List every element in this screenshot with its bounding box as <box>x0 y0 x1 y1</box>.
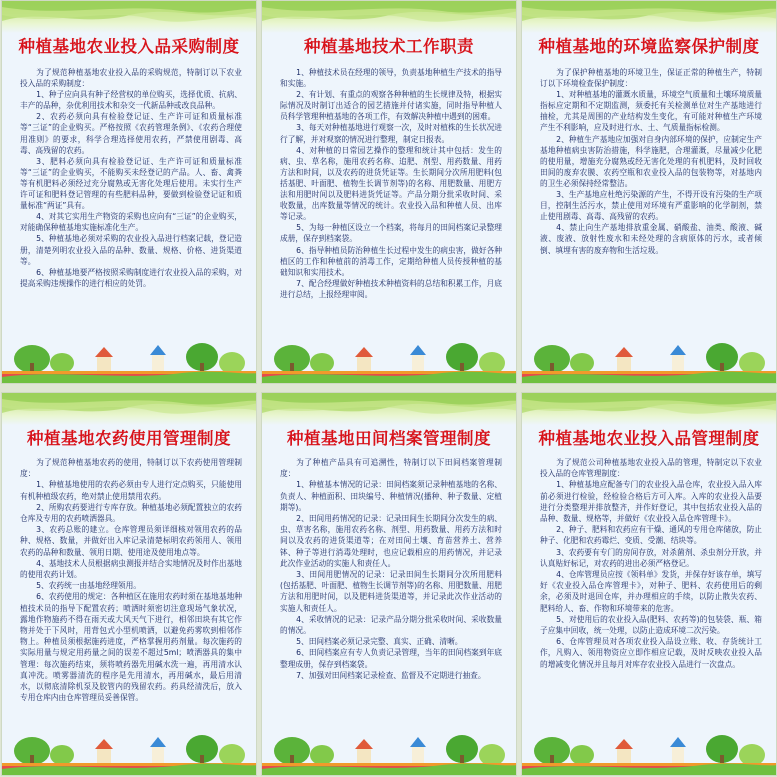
poster-body <box>280 457 502 681</box>
paragraph: 5、为每一种植区设立一个档案，将每月的田间档案记录整理成册，保存到档案袋。 <box>280 223 502 244</box>
landscape-decoration <box>522 333 776 383</box>
poster-body <box>540 457 762 670</box>
paragraph: 为了保护种植基地的环境卫生，保证正常的种植生产，特制订以下环境检查保护制度： <box>540 68 762 89</box>
paragraph: 6、农药使用的规定：各种植区在施用农药时须在基地基地种植技术员的指导下配置农药；喷洒时须密切注意现场气象状况，露地作物施药不得在雨天或大风天气下进行，相邻田块有其它作物并处于下风时，用背包式小型机喷洒，以避免药雾吹到相邻作物上。种植员须根据施药进度，严格掌握用药剂量。每次施药的实际用量与规定用药量之间的误差不超过5ml；喷洒器具的集中管理：每次施药结束，须将喷药器先用碱水洗一遍，再用清水认真冲洗。喷雾器清洗的程序是先用清水，再用碱水，最后用清水，以彻底清除机泵及胶管内的残留农药。药具经清洗后，放入专用仓库内由仓库管理员妥善保管。 <box>20 592 242 703</box>
paragraph: 4、对种植的日常园艺操作的整理和统计其中包括：发生的病、虫、草名称，施用农药名称、追肥、剂型、用药数量、用药方法和时间，以及农药的进货凭证等。生长期间分次所用肥料(包括基肥、叶面肥、植物生长调节剂等)的名称、用肥数量、用肥方法和用肥时间以及肥料进货凭证等。产品分期分批采收时间、采收数量，出库数量等情况的统计。农业投入品和种植人员、出库等记录。 <box>280 145 502 222</box>
paragraph: 2、种植生产基地应加强对自身内部环境的保护，应制定生产基地种植病虫害防治措施，科学施肥，合理灌溉，尽量减少化肥的使用量，增施充分腐熟或经无害化处理的有机肥料，及时回收田间的废弃农膜、农药空瓶和农业投入品的包装物等，对基地内的卫生必须保持经常整洁。 <box>540 134 762 188</box>
paragraph: 2、农药必须向具有检验登记证、生产许可证和质量标准等“三证”的企业购买。严格按照《农药管理条例》、《农药合理使用准则》的要求，科学合理选择使用农药，严禁使用剧毒、高毒、高残留的农药。 <box>20 112 242 155</box>
poster-title: 种植基地农业投入品采购制度 <box>18 37 240 56</box>
paragraph: 7、加强对田间档案记录检查、监督及不定期进行抽查。 <box>296 670 486 680</box>
paragraph: 为了规范公司种植基地农业投入品的管理，特制定以下农业投入品的仓库管理制度： <box>540 458 762 479</box>
paragraph: 4、对其它实用生产物资的采购也应向有“三证”的企业购买，对能确保种植基地实施标准化生产。 <box>20 212 242 233</box>
paragraph: 5、对使用后的农业投入品(肥料、农药等)的包装袋、瓶、箱子应集中回收，统一处理，以防止造成环境二次污染。 <box>540 614 762 636</box>
paragraph: 1、种子应向具有种子经营权的单位购买，选择优质、抗病、丰产的品种，杂优利用技术和杂交一代新品种或改良品种。 <box>20 90 242 111</box>
poster-procurement <box>1 0 257 384</box>
poster-title: 种植基地农业投入品管理制度 <box>538 429 760 448</box>
paragraph: 1、对种植基地的灌溉水质量，环境空气质量和土壤环境质量指标应定期和不定期监测，须委托有关检测单位对生产基地进行抽检，尤其是周围的产业结构发生变化，有可能对种植生产环境产生不利影响，应及时进行水、土、气质量指标检测。 <box>540 90 762 133</box>
poster-input-storage <box>521 392 777 776</box>
paragraph: 3、田间用肥情况的记录：记录田间生长期间分次所用肥料(包括基肥、叶面肥、植物生长调节剂等)的名称、用肥数量、用肥方法和用肥时间，以及肥料进货渠道等，并记录此次作业活动的实施人和责任人。 <box>280 570 502 613</box>
sky-banner <box>262 393 516 425</box>
paragraph: 3、农药要有专门的房间存放，对杀菌剂、杀虫剂分开放，并认真贴好标记，对农药的进出必须严格登记。 <box>540 547 762 568</box>
paragraph: 4、采收情况的记录：记录产品分期分批采收时间、采收数量的情况。 <box>280 614 502 636</box>
paragraph: 6、田间档案应有专人负责记录管理，当年的田间档案到年底整理成册，保存到档案袋。 <box>280 648 502 669</box>
poster-title: 种植基地技术工作职责 <box>304 37 474 56</box>
landscape-decoration <box>262 333 516 383</box>
poster-body <box>540 67 762 256</box>
poster-title: 种植基地农药使用管理制度 <box>27 429 231 448</box>
paragraph: 2、田间用药情况的记录：记录田间生长期间分次发生的病、虫、草害名称，施用农药名称、剂型、用药数量、用药方法和时间以及农药的进货渠道等；在对田间土壤、育苗营养土、营养钵、种子等进行消毒处理时，也应记载相应的用药情况，并记录此次作业活动的实施人和责任人。 <box>280 514 502 568</box>
sky-banner <box>522 393 776 425</box>
paragraph: 1、种植基地使用的农药必须由专人进行定点购买，只能使用有机种植级农药，绝对禁止使用禁用农药。 <box>20 480 242 501</box>
sky-banner <box>2 393 256 425</box>
poster-title: 种植基地的环境监察保护制度 <box>538 37 760 56</box>
paragraph: 1、种植基本情况的记录：田间档案须记录种植基地的名称、负责人、种植面积、田块编号、种植情况(播种、种子数量、定植期等)。 <box>280 480 502 512</box>
poster-body <box>20 67 242 289</box>
paragraph: 5、田间档案必须记录完整、真实、正确、清晰。 <box>296 637 463 647</box>
paragraph: 2、有计划、有重点的观察各种种植的生长规律及特，根据实际情况及时制订出适合的园艺措施并付诸实施，同时指导种植人员科学管理种植基地的各项工作，有效解决种植中遇到的困难。 <box>280 90 502 122</box>
landscape-decoration <box>2 333 256 383</box>
paragraph: 2、种子、肥料和农药应有干燥、通风的专用仓库储放，防止种子、化肥和农药霉烂、变质、受潮、结块等。 <box>540 525 762 546</box>
poster-pesticide <box>1 392 257 776</box>
paragraph: 6、种植基地要严格按照采购制度进行农业投入品的采购，对提高采购违规操作的进行相应的处罚。 <box>20 267 242 288</box>
landscape-decoration <box>2 725 256 775</box>
landscape-decoration <box>522 725 776 775</box>
poster-technical-duties <box>261 0 517 384</box>
poster-environment <box>521 0 777 384</box>
paragraph: 3、肥料必须向具有检验登记证、生产许可证和质量标准等“三证”的企业购买，不能购买未经登记的产品。人、畜、禽粪等有机肥料必须经过充分腐熟或无害化处理后使用。未实行生产许可证和肥料登记管理的有些肥料品种，要做到检验登记证和质量标准“两证”具有。 <box>20 156 242 211</box>
sky-banner <box>262 1 516 33</box>
paragraph: 3、每天对种植基地进行观察一次，及时对植株的生长状况进行了解，并对观察的情况进行整理，制定日报表。 <box>280 123 502 144</box>
paragraph: 2、所购农药要进行专库存放。种植基地必须配置独立的农药仓库及专用的农药喷洒器具。 <box>20 502 242 524</box>
paragraph: 4、仓库管理员应按《领料单》发货，并保存好该存单，填写好《农业投入品仓库管理卡》，对种子、肥料、农药使用后的剩余，必须及时退回仓库，并办理相应的手续，以防止散失农药、肥料给人、畜、作物和环境带来的危害。 <box>540 570 762 613</box>
paragraph: 7、配合经理做好种植技术种植资料的总结和积累工作，月底进行总结，上报经理审阅。 <box>280 278 502 299</box>
paragraph: 5、种植基地必须对采购的农业投入品进行档案记载，登记造册，清楚列明农业投入品的品种、数量、规格、价格、进货渠道等。 <box>20 234 242 266</box>
landscape-decoration <box>262 725 516 775</box>
paragraph: 为了种植产品具有可追溯性，特制订以下田间档案管理制度： <box>280 458 502 479</box>
poster-body <box>280 67 502 300</box>
paragraph: 4、基地技术人员根据病虫测报并结合实地情况及时作出基地的使用农药计划。 <box>20 558 242 580</box>
sky-banner <box>2 1 256 33</box>
sky-banner <box>522 1 776 33</box>
paragraph: 1、种植技术员在经理的领导，负责基地种植生产技术的指导和实施。 <box>280 68 502 89</box>
poster-field-records <box>261 392 517 776</box>
paragraph: 3、生产基地应杜绝污染源的产生，不得开设有污染的生产项目，控制生活污水，禁止使用对环境有严重影响的化学制剂，禁止使用剧毒、高毒、高残留的农药。 <box>540 190 762 222</box>
paragraph: 6、指导种植员防治种植生长过程中发生的病虫害，做好各种植区的工作和种植前的消毒工作，定期给种植人员传授种植的基础知识和实用技术。 <box>280 245 502 277</box>
paragraph: 为了规范种植基地农药的使用，特制订以下农药使用管理制度： <box>20 458 242 479</box>
poster-title: 种植基地田间档案管理制度 <box>287 429 491 448</box>
paragraph: 3、农药总账的建立。仓库管理员须详细核对领用农药的品种、规格、数量，并做好出入库记录清楚标明农药领用人、领用农药的品种和数量、领用日期、使用途及使用地点等。 <box>20 525 242 557</box>
paragraph: 6、仓库管理员对各项农业投入品设立账、收、存货统计工作，凡购入、领用物资应立即作相应记载，及时反映农业投入品的增减变化情况并且每月对库存农业投入品进行一次盘点。 <box>540 637 762 669</box>
paragraph: 5、农药统一由基地经理领用。 <box>36 581 141 591</box>
poster-body <box>20 457 242 703</box>
paragraph: 为了规范种植基地农业投入品的采购规范，特制订以下农业投入品的采购制度： <box>20 68 242 89</box>
paragraph: 1、种植基地应配备专门的农业投入品仓库，农业投入品入库前必须进行检验，经检验合格后方可入库。入库的农业投入品要进行分类整理并排放整齐，并作好登记，其中包括农业投入品的品种、数量、规格等，并做好《农业投入品仓库管理卡》。 <box>540 480 762 524</box>
paragraph: 4、禁止向生产基地排放重金属、硝酸盐、油类、酸液、碱液、废液、放射性废水和未经处理的含病原体的污水，或者倾倒、填埋有害的废弃物和生活垃圾。 <box>540 223 762 255</box>
